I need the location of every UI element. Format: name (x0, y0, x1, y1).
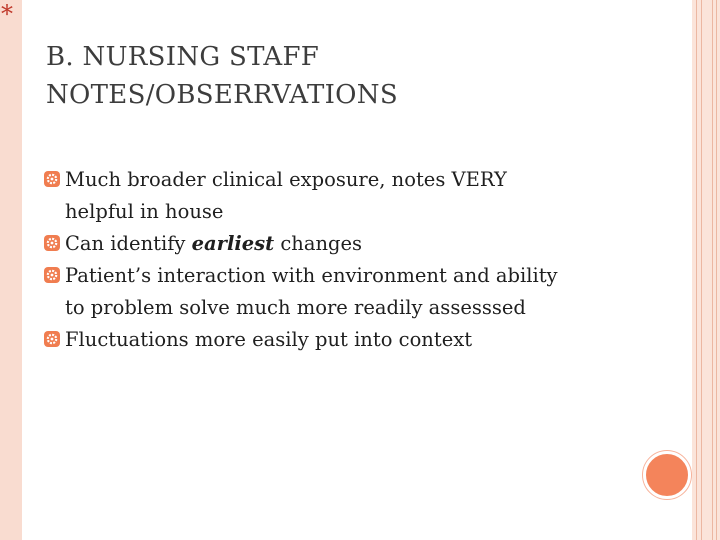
gear-bullet-icon (44, 235, 60, 251)
title-line-2: NOTES/OBSERRVATIONS (46, 80, 398, 110)
right-divider-line (701, 0, 702, 540)
slide-title (46, 38, 646, 114)
bullet-item (44, 260, 564, 324)
bullet-item (44, 164, 564, 228)
gear-bullet-icon (44, 267, 60, 283)
right-divider-line (696, 0, 697, 540)
corner-asterisk: * (1, 0, 13, 28)
right-divider-line (712, 0, 713, 540)
bullet-text: Fluctuations more easily put into context (65, 328, 473, 351)
bullet-text: Much broader clinical exposure, notes VERY helpful in house (65, 168, 507, 223)
decorative-circle (643, 451, 691, 499)
gear-bullet-icon (44, 171, 60, 187)
bullet-item (44, 324, 564, 356)
right-divider-line (716, 0, 717, 540)
left-decorative-band (0, 0, 22, 540)
gear-bullet-icon (44, 331, 60, 347)
bullet-emphasis: earliest (191, 232, 275, 255)
bullet-list (44, 164, 564, 356)
bullet-text-suffix: changes (274, 232, 363, 255)
bullet-item (44, 228, 564, 260)
bullet-text-prefix: Can identify (65, 232, 192, 255)
bullet-text: Patient’s interaction with environment and ability to problem solve much more readily assesssed (65, 264, 558, 319)
title-line-1: B. NURSING STAFF (46, 42, 320, 72)
